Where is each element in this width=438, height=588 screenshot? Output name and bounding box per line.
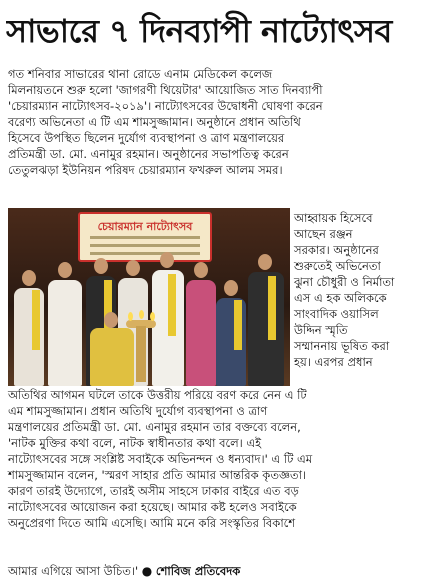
text-line: 'নাটক মুক্তির কথা বলে, নাটক স্বাধীনতার কথা বলে। এই [8, 436, 262, 450]
text-line: বরেণ্য অভিনেতা এ টি এম শামসুজ্জামান। অনুষ্ঠানে প্রধান অতিথি [8, 115, 301, 129]
text-line: কারণ তারই উদ্যোগে, তারই অসীম সাহসে ঢাকার বাইরে এত বড় [8, 484, 299, 498]
text-line: এস এ হক অলিককে [294, 291, 387, 305]
event-banner [78, 212, 212, 262]
person-head [126, 260, 140, 276]
text-line: শুরুতেই অভিনেতা [294, 259, 381, 273]
text-line: গত শনিবার সাভারের থানা রোডে এনাম মেডিকেল কলেজ [8, 67, 273, 81]
person-figure [186, 280, 216, 386]
scarf [168, 274, 176, 336]
ceremonial-lamp [136, 326, 146, 382]
scarf [32, 290, 40, 350]
text-line: আমার এগিয়ে আসা উচিত।' [8, 564, 139, 578]
banner-line [90, 236, 200, 239]
banner-line [90, 252, 200, 255]
scarf [234, 300, 242, 350]
text-line: নাট্যোৎসবের আয়োজন করা হয়েছে। আমার কষ্ট হলেও সবাইকে [8, 500, 297, 514]
person-head [104, 312, 118, 328]
paragraph-intro [8, 66, 430, 178]
text-line: সরকার। অনুষ্ঠানের [294, 243, 379, 257]
paragraph-side [294, 210, 432, 370]
text-line: হিসেবে উপস্থিত ছিলেন দুর্যোগ ব্যবস্থাপনা ও ত্রাণ মন্ত্রণালয়ের [8, 131, 285, 145]
byline: শোবিজ প্রতিবেদক [155, 564, 241, 578]
lamp-flame [128, 312, 133, 321]
lamp-flame [139, 310, 144, 319]
person-head [258, 254, 272, 270]
text-line: শামসুজ্জামান বলেন, 'স্মরণ সাহার প্রতি আমার আন্তরিক কৃতজ্ঞতা। [8, 468, 307, 482]
text-line: 'চেয়ারম্যান নাট্যোৎসব-২০১৯'। নাট্যোৎসবের উদ্বোধনী ঘোষণা করেন [8, 99, 323, 113]
person-head [224, 280, 238, 296]
text-line: এম শামসুজ্জামান। প্রধান অতিথি দুর্যোগ ব্যবস্থাপনা ও ত্রাণ [8, 404, 268, 418]
text-line: নাট্যোৎসবের সঙ্গে সংশ্লিষ্ট সবাইকে অভিনন্দন ও ধন্যবাদ।' এ টি এম [8, 452, 313, 466]
banner-line [90, 244, 200, 247]
text-line: অতিথির আগমন ঘটলে তাকে উত্তরীয় পরিয়ে বরণ করে নেন এ টি [8, 388, 307, 402]
text-line: সম্মাননায় ভূষিত করা [294, 339, 390, 353]
scarf [268, 276, 276, 340]
person-head [22, 270, 36, 286]
text-line: অনুপ্রেরণা দিতে আমি এসেছি। আমি মনে করি সংস্কৃতির বিকাশে [8, 516, 296, 530]
text-line: উদ্দিন স্মৃতি [294, 323, 348, 337]
person-figure [248, 272, 284, 386]
person-head [160, 252, 174, 268]
closing-line [8, 563, 430, 581]
text-line: হয়। এরপর প্রধান [294, 355, 373, 369]
bullet-separator: ● [141, 564, 153, 578]
text-line: প্রতিমন্ত্রী ডা. মো. এনামুর রহমান। অনুষ্ঠানের সভাপতিত্ব করেন [8, 147, 289, 161]
person-head [94, 258, 108, 274]
text-line: ঝুনা চৌধুরী ও নির্মাতা [294, 275, 395, 289]
text-line: আছেন রঞ্জন [294, 227, 353, 241]
headline: সাভারে ৭ দিনব্যাপী নাট্যোৎসব [6, 12, 392, 50]
person-figure [48, 280, 82, 386]
seated-person [90, 328, 134, 386]
text-line: আহ্বায়ক হিসেবে [294, 211, 373, 225]
banner-text: চেয়ারম্যান নাট্যোৎসব [97, 220, 193, 232]
event-photo [8, 208, 290, 386]
text-line: মন্ত্রণালয়ের প্রতিমন্ত্রী ডা. মো. এনামুর রহমান তার বক্তব্যে বলেন, [8, 420, 301, 434]
text-line: সাংবাদিক ওয়াসিল [294, 307, 379, 321]
text-line: তেতুলঝড়া ইউনিয়ন পরিষদ চেয়ারম্যান ফখরুল আলম সমর। [8, 163, 283, 177]
person-head [194, 262, 208, 278]
paragraph-continued [8, 387, 430, 531]
lamp-flame [150, 312, 155, 321]
person-head [58, 262, 72, 278]
text-line: মিলনায়তনে শুরু হলো 'জাগরণী থিয়েটার' আয়োজিত সাত দিনব্যাপী [8, 83, 323, 97]
